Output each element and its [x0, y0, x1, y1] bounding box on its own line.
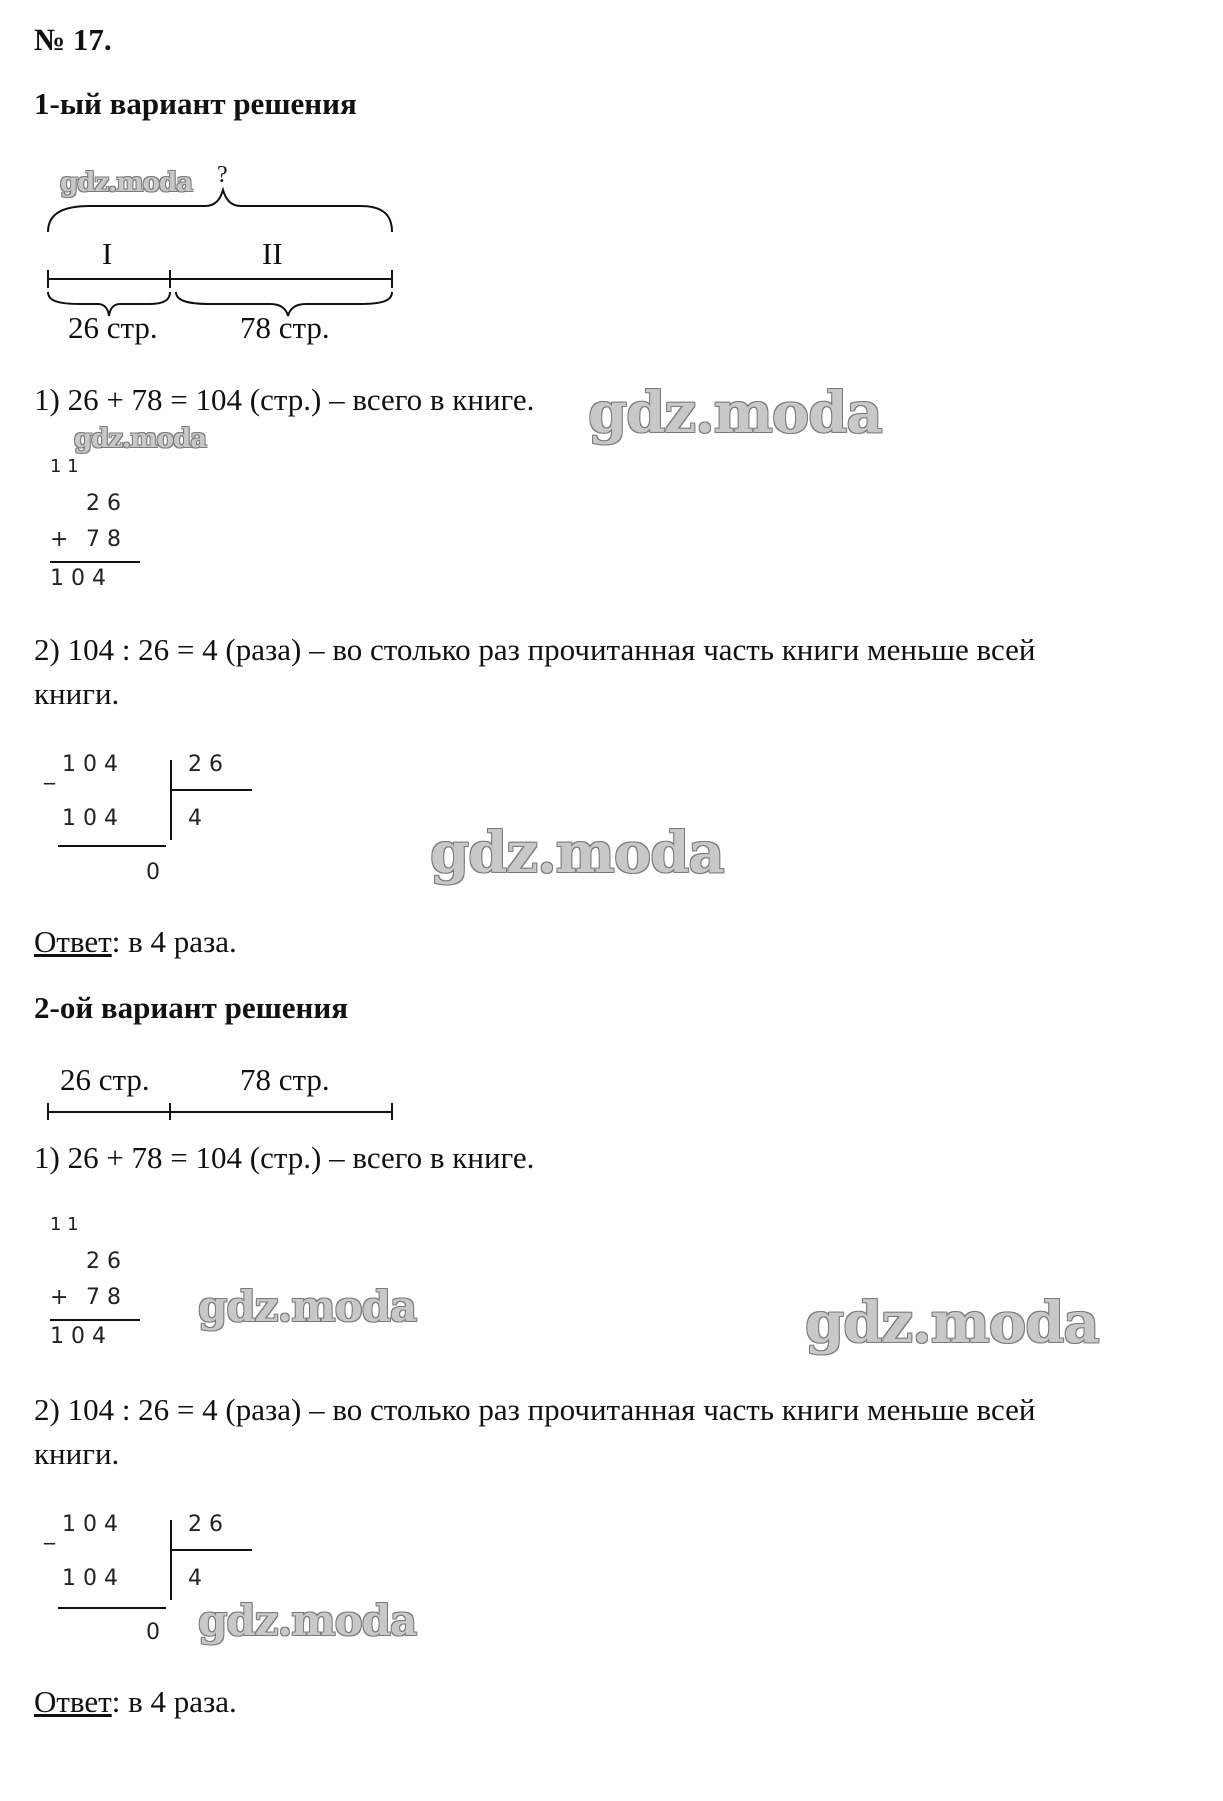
variant1-step2-line2: книги. — [34, 676, 120, 711]
answer-text: : в 4 раза. — [111, 1684, 237, 1719]
division2-divisor: 2 6 — [188, 1512, 223, 1537]
division1-divisor: 2 6 — [188, 752, 223, 777]
addition2-carry: 1 1 — [50, 1214, 79, 1235]
watermark: gdz.moda — [198, 1596, 417, 1645]
addition1-addend-a: 2 6 — [86, 491, 121, 516]
addition2-addend-b: 7 8 — [86, 1285, 121, 1310]
addition1-sum: 1 0 4 — [50, 566, 106, 591]
division1-remainder: 0 — [146, 860, 160, 885]
scheme-part-2: II — [262, 236, 283, 271]
division2-dividend: 1 0 4 — [62, 1512, 118, 1537]
variant2-answer — [34, 1684, 237, 1720]
division2-subtrahend: 1 0 4 — [62, 1566, 118, 1591]
variant2-step2-line2: книги. — [34, 1436, 120, 1471]
variant1-step1: 1) 26 + 78 = 104 (стр.) – всего в книге. — [34, 382, 535, 417]
variant2-step1: 1) 26 + 78 = 104 (стр.) – всего в книге. — [34, 1140, 535, 1175]
addition2-sign: + — [50, 1285, 69, 1310]
variant1-answer — [34, 924, 237, 960]
answer-text: : в 4 раза. — [111, 924, 237, 959]
scheme2-length-1: 26 стр. — [60, 1062, 150, 1097]
answer-label: Ответ — [34, 1684, 112, 1719]
watermark: gdz.moda — [430, 820, 724, 886]
addition1-sign: + — [50, 527, 69, 552]
scheme-question: ? — [217, 162, 228, 188]
addition1-addend-b: 7 8 — [86, 527, 121, 552]
problem-number: № 17. — [34, 22, 112, 57]
watermark: gdz.moda — [805, 1290, 1099, 1356]
watermark: gdz.moda — [588, 380, 882, 446]
watermark: gdz.moda — [74, 424, 207, 454]
division1-minus: _ — [44, 760, 55, 785]
division1-quotient: 4 — [188, 806, 202, 831]
scheme-length-2: 78 стр. — [240, 310, 330, 345]
addition2-sum: 1 0 4 — [50, 1324, 106, 1349]
answer-label: Ответ — [34, 924, 112, 959]
watermark: gdz.moda — [60, 168, 193, 198]
addition2-addend-a: 2 6 — [86, 1249, 121, 1274]
scheme-length-1: 26 стр. — [68, 310, 158, 345]
division2-quotient: 4 — [188, 1566, 202, 1591]
watermark: gdz.moda — [198, 1282, 417, 1331]
division2-minus: _ — [44, 1520, 55, 1545]
scheme-part-1: I — [102, 236, 113, 271]
division1-subtrahend: 1 0 4 — [62, 806, 118, 831]
variant2-heading: 2-ой вариант решения — [34, 990, 349, 1025]
division2-remainder: 0 — [146, 1620, 160, 1645]
top-brace — [48, 190, 392, 232]
scheme2-length-2: 78 стр. — [240, 1062, 330, 1097]
variant1-step2-line1: 2) 104 : 26 = 4 (раза) – во столько раз прочитанная часть книги меньше всей — [34, 632, 1036, 667]
variant1-heading: 1-ый вариант решения — [34, 86, 357, 121]
division1-dividend: 1 0 4 — [62, 752, 118, 777]
variant2-step2-line1: 2) 104 : 26 = 4 (раза) – во столько раз прочитанная часть книги меньше всей — [34, 1392, 1036, 1427]
addition1-carry: 1 1 — [50, 456, 79, 477]
